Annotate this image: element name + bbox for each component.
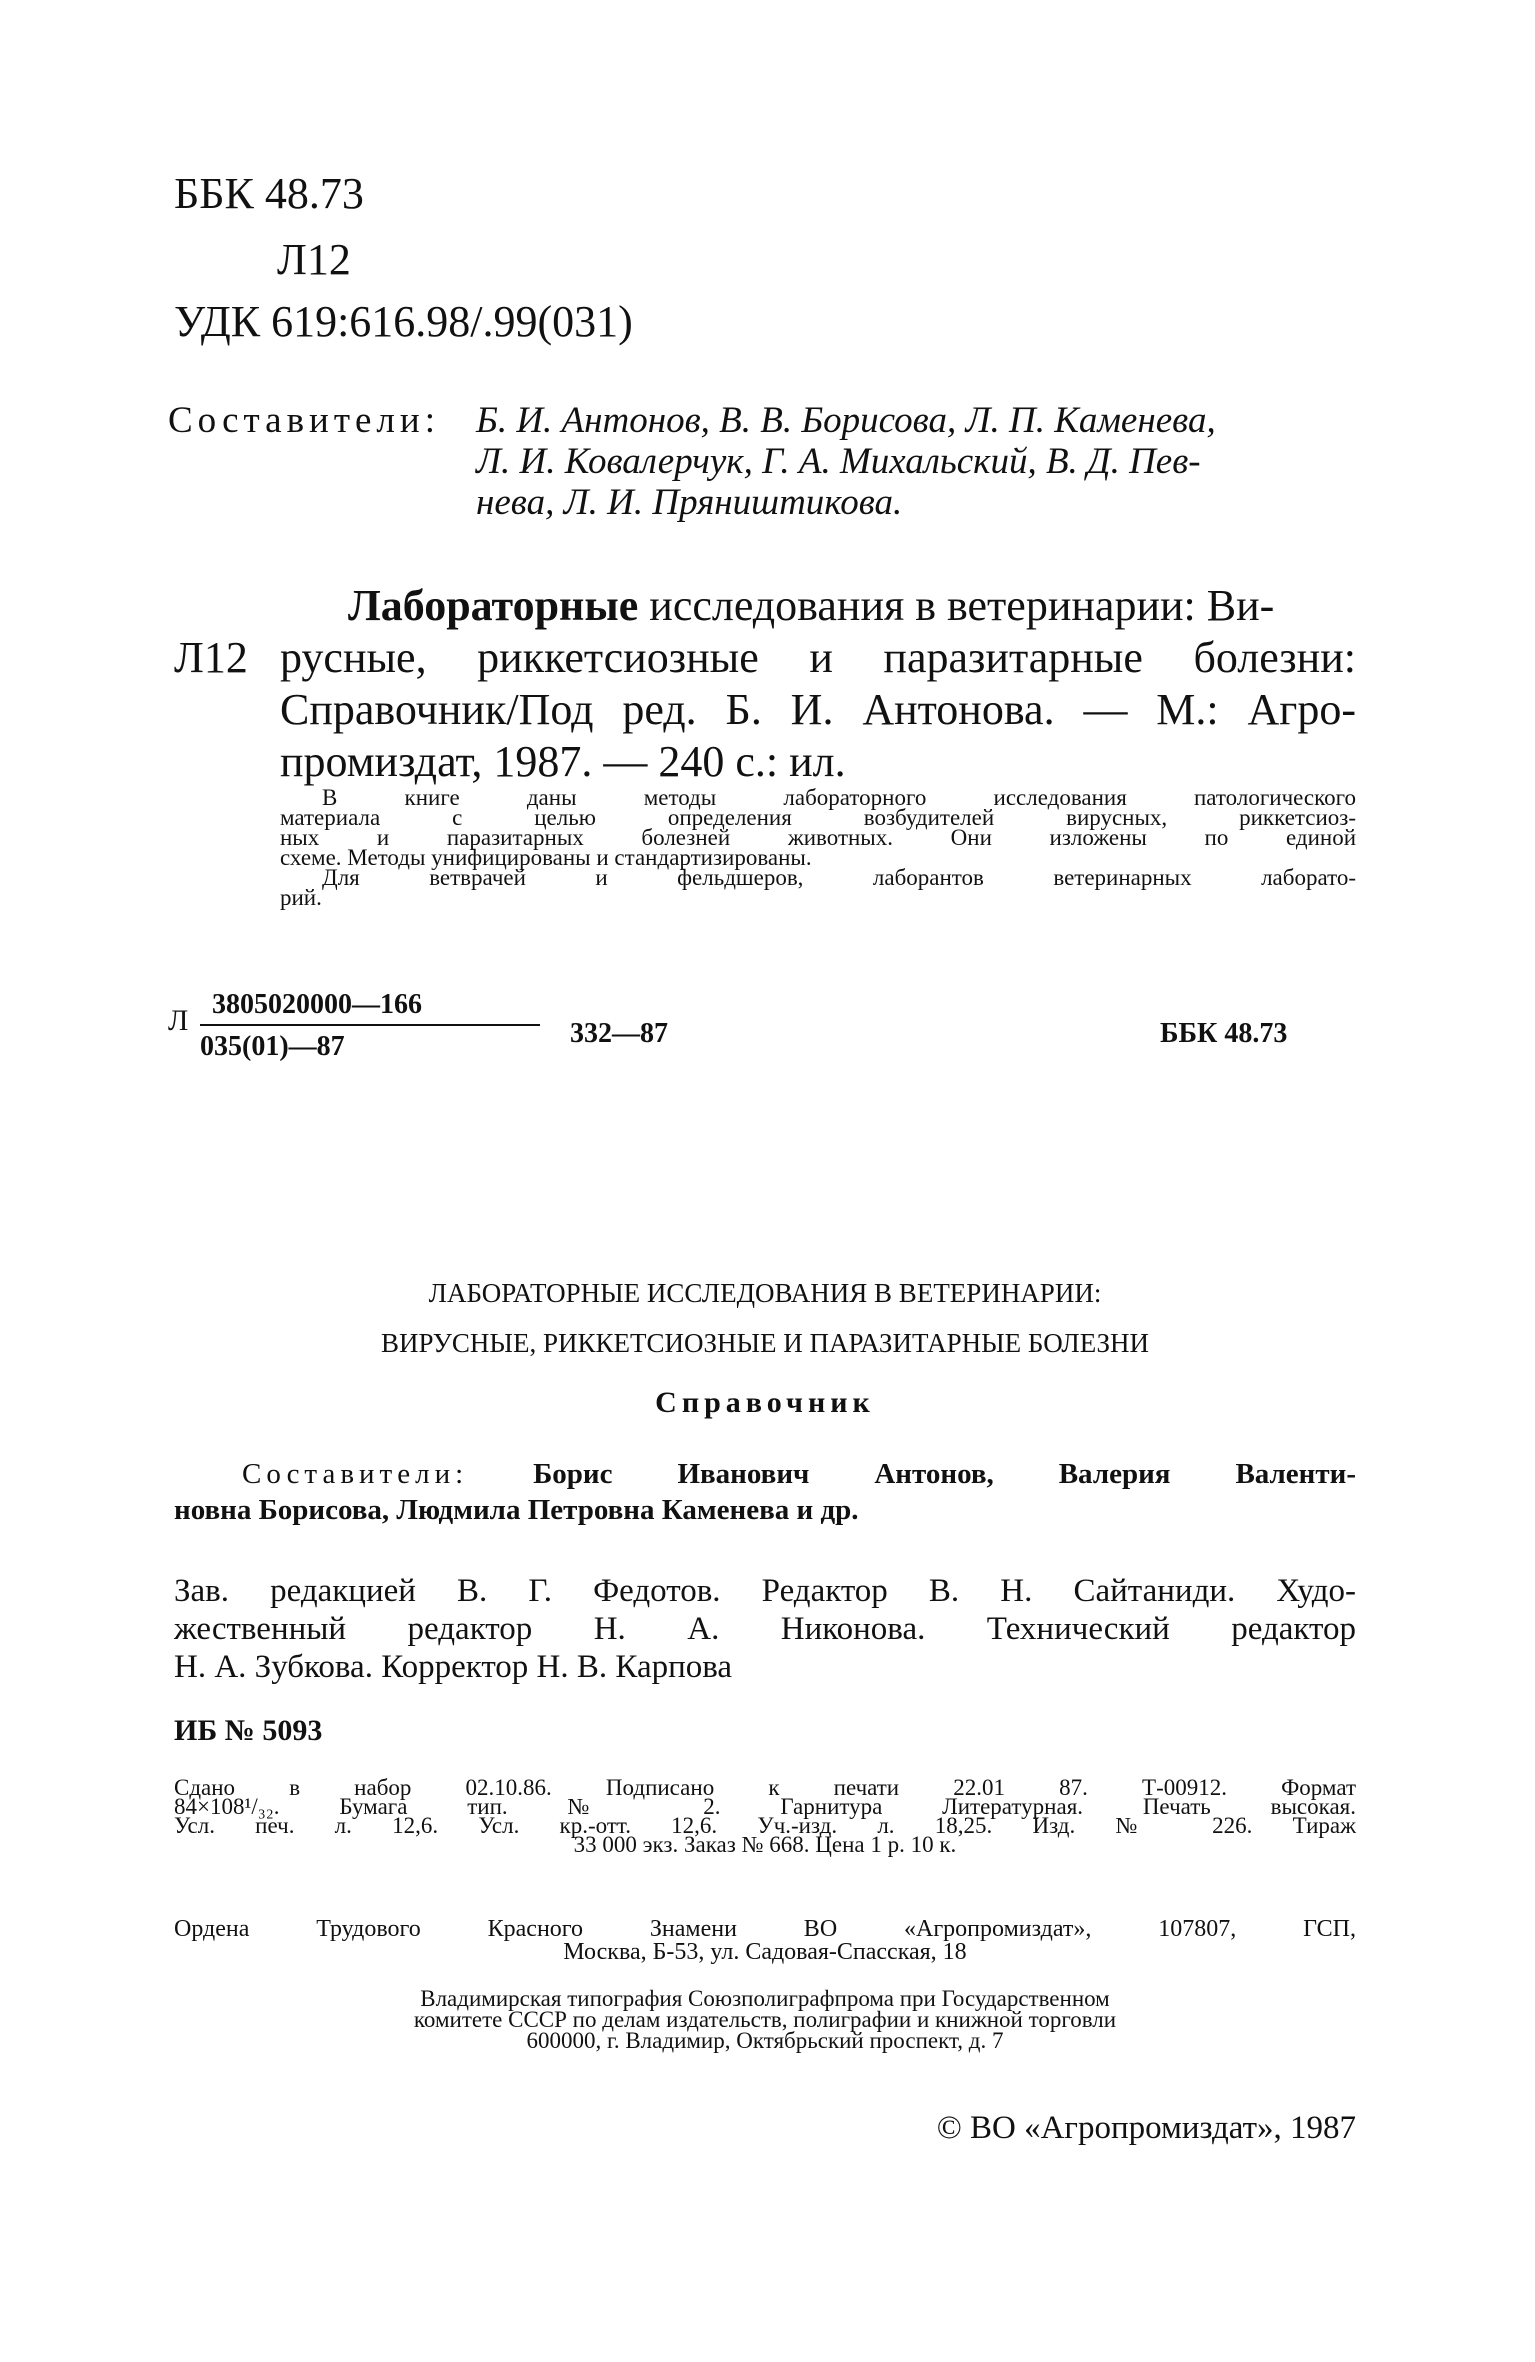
editors: [174, 1572, 1356, 1686]
index-middle: 332—87: [570, 1018, 668, 1049]
book-title-line: [280, 580, 1356, 632]
editors-line: Зав. редакцией В. Г. Федотов. Редактор В. Н. Сайтаниди. Худо-: [174, 1573, 1356, 1609]
book-title-rest: исследования в ветеринарии: Ви-: [649, 581, 1275, 630]
print-line: Усл. печ. л. 12,6. Усл. кр.-отт. 12,6. Уч.-изд. л. 18,25. Изд. № 226. Тираж: [174, 1813, 1356, 1838]
printer-line: 600000, г. Владимир, Октябрьский проспект, д. 7: [526, 2028, 1004, 2053]
index-numerator: 3805020000—166: [200, 990, 540, 1026]
editors-line: жественный редактор Н. А. Никонова. Технический редактор: [174, 1611, 1356, 1647]
printer: [174, 1988, 1356, 2051]
audience-line: Для ветврачей и фельдшеров, лаборантов ветеринарных лаборато-: [322, 865, 1356, 890]
book-title-line: промиздат, 1987. — 240 с.: ил.: [280, 737, 846, 786]
book-title-line: русные, риккетсиозные и паразитарные болезни:: [280, 633, 1356, 682]
index-prefix: Л: [168, 1004, 189, 1037]
book-title-line: Справочник/Под ред. Б. И. Антонова. — М.: Агро-: [280, 685, 1356, 734]
compilers-line: Л. И. Ковалерчук, Г. А. Михальский, В. Д. Пев-: [476, 441, 1201, 482]
editors-line: Н. А. Зубкова. Корректор Н. В. Карпова: [174, 1649, 733, 1685]
book-description: [280, 580, 1356, 788]
abstract-line: материала с целью определения возбудителей вирусных, риккетсиоз-: [280, 805, 1356, 830]
abstract-line: ных и паразитарных болезней животных. Они изложены по единой: [280, 825, 1356, 850]
printer-line: Владимирская типография Союзполиграфпрома при Государственном: [420, 1986, 1110, 2011]
print-line: 84×108¹/₃₂. Бумага тип. № 2. Гарнитура Литературная. Печать высокая.: [174, 1794, 1356, 1819]
print-line: Сдано в набор 02.10.86. Подписано к печати 22.01 87. Т-00912. Формат: [174, 1775, 1356, 1800]
book-title-bold: Лабораторные: [348, 581, 639, 630]
imprint-compilers-names: Борис Иванович Антонов, Валерия Валенти-: [533, 1458, 1357, 1490]
imprint-title-line: ВИРУСНЫЕ, РИККЕТСИОЗНЫЕ И ПАРАЗИТАРНЫЕ БОЛЕЗНИ: [380, 1328, 1150, 1358]
imprint-compilers-line: [174, 1456, 1356, 1492]
imprint-compilers-line: новна Борисова, Людмила Петровна Каменева и др.: [174, 1494, 859, 1526]
abstract-line: В книге даны методы лабораторного исследования патологического: [322, 785, 1356, 810]
imprint-title: [174, 1268, 1356, 1368]
margin-code: Л12: [174, 633, 248, 682]
copyright: © ВО «Агропромиздат», 1987: [936, 2110, 1356, 2146]
imprint-title-line: ЛАБОРАТОРНЫЕ ИССЛЕДОВАНИЯ В ВЕТЕРИНАРИИ:: [428, 1278, 1102, 1308]
printer-line: комитете СССР по делам издательств, полиграфии и книжной торговли: [413, 2007, 1117, 2032]
print-details: [174, 1775, 1356, 1857]
compilers-label: Составители:: [168, 400, 440, 441]
bbk-code: ББК 48.73: [174, 169, 364, 218]
author-mark: Л12: [277, 235, 351, 284]
publisher-line: Москва, Б-53, ул. Садовая-Спасская, 18: [563, 1939, 967, 1965]
index-denominator: 035(01)—87: [200, 1031, 345, 1062]
compilers-line: Б. И. Антонов, В. В. Борисова, Л. П. Каменева,: [476, 400, 1216, 441]
abstract: [280, 785, 1356, 910]
publisher: [174, 1918, 1356, 1964]
udk-code: УДК 619:616.98/.99(031): [174, 297, 633, 346]
print-line: 33 000 экз. Заказ № 668. Цена 1 р. 10 к.: [573, 1832, 957, 1857]
audience-line: рий.: [280, 885, 322, 910]
compilers-line: нева, Л. И. Пряништикова.: [476, 482, 903, 523]
ib-number: ИБ № 5093: [174, 1714, 323, 1747]
imprint-compilers: [174, 1456, 1356, 1528]
imprint-compilers-label: Составители:: [242, 1458, 469, 1490]
compilers-names: [476, 400, 1356, 523]
index-bbk: ББК 48.73: [1160, 1018, 1288, 1049]
imprint-subtitle: Справочник: [655, 1386, 875, 1419]
index-fraction: [200, 990, 540, 1062]
publisher-line: Ордена Трудового Красного Знамени ВО «Агропромиздат», 107807, ГСП,: [174, 1916, 1356, 1942]
abstract-line: схеме. Методы унифицированы и стандартизированы.: [280, 845, 812, 870]
